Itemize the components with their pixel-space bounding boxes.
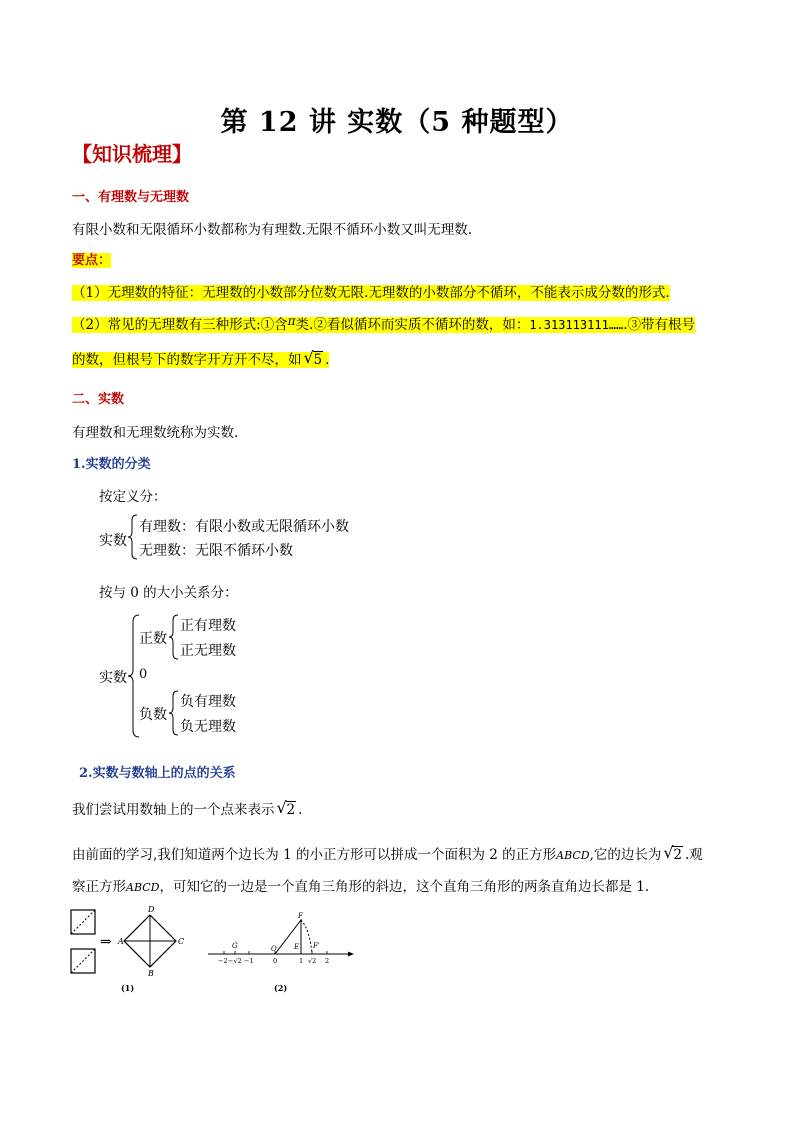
key-point-2-mid: 类.②看似循环而实质不循环的数，如：	[295, 317, 530, 333]
figure-2-label: (2)	[274, 983, 288, 993]
negative-label: 负数	[139, 707, 167, 723]
point-f: F	[298, 912, 303, 920]
brace-1	[128, 514, 138, 560]
try-text-post: .	[298, 802, 303, 818]
real-label-1: 实数	[99, 533, 127, 549]
number-line-arrowhead	[348, 952, 354, 957]
para-line1-pre: 由前面的学习,我们知道两个边长为 1 的小正方形可以拼成一个面积为 2 的正方形	[72, 847, 557, 863]
section-label: 【知识梳理】	[72, 142, 192, 166]
tick-label-minus2: −2	[218, 957, 228, 965]
key-point-1	[72, 281, 670, 301]
brace-positive	[169, 614, 179, 660]
positive-rational: 正有理数	[180, 618, 236, 634]
arrow-symbol: ⇒	[100, 934, 112, 950]
try-text-pre: 我们尝试用数轴上的一个点来表示	[72, 802, 275, 818]
arc-to-sqrt2	[301, 920, 312, 954]
paragraph-line-1	[72, 843, 703, 863]
key-point-2-pre: （2）常见的无理数有三种形式:①含	[72, 317, 288, 333]
point-f-prime: F'	[313, 942, 320, 950]
try-text	[72, 798, 302, 818]
pi-symbol: π	[287, 314, 296, 328]
zero-label: 0	[139, 667, 148, 682]
sqrt-2-b-radicand: 2	[673, 847, 682, 863]
key-point-2-line2	[72, 348, 329, 368]
small-square-top-diagonal	[71, 910, 95, 934]
figure-1-squares	[66, 905, 196, 995]
sqrt-5-radicand: 5	[313, 352, 323, 368]
heading-real-numbers: 二、实数	[72, 392, 125, 407]
square-abcd-2: ABCD	[126, 881, 160, 894]
sqrt-2-a-radicand: 2	[286, 802, 296, 818]
tick-label-0: 0	[273, 957, 278, 965]
para-line1-mid: ,它的边长为	[589, 847, 662, 863]
by-definition-label: 按定义分：	[99, 489, 167, 505]
figure-2-number-line	[204, 910, 358, 995]
definition-real: 有理数和无理数统称为实数.	[72, 425, 239, 441]
point-e: E	[294, 943, 300, 951]
tick-label-sqrt2: √2	[308, 957, 317, 965]
key-point-2-post: .③带有根号	[623, 317, 696, 333]
point-d: D	[148, 905, 155, 914]
heading-classification: 1.实数的分类	[72, 457, 151, 472]
point-a: A	[118, 937, 124, 946]
by-size-label: 按与 0 的大小关系分：	[99, 585, 238, 601]
square-abcd-1: ABCD	[556, 849, 590, 862]
para-line2-pre: 察正方形	[72, 879, 126, 895]
figure-1-label: (1)	[121, 983, 135, 993]
key-label-text: 要点：	[72, 253, 112, 268]
irrational-definition: 无理数：无限不循环小数	[139, 543, 293, 559]
point-g: G	[232, 942, 238, 950]
para-line1-post: .观	[685, 847, 703, 863]
tick-label-1: 1	[299, 957, 304, 965]
positive-irrational: 正无理数	[180, 643, 236, 659]
key-points-label	[72, 249, 111, 268]
page-title: 第 12 讲 实数（5 种题型）	[220, 107, 574, 138]
rational-definition: 有理数：有限小数或无限循环小数	[139, 519, 349, 535]
small-square-bottom-diagonal	[71, 949, 95, 973]
paragraph-line-2	[72, 875, 649, 895]
point-o: O	[271, 945, 277, 953]
sqrt-2-a: √ 2	[276, 798, 296, 818]
tick-label-minus1: −1	[244, 957, 254, 965]
definition-rational: 有限小数和无限循环小数都称为有理数.无限不循环小数又叫无理数.	[72, 222, 473, 238]
key-point-2-number: 1.313113111……	[529, 318, 624, 332]
tick-label-2: 2	[325, 957, 330, 965]
real-label-2: 实数	[99, 670, 127, 686]
sqrt-2-b: √ 2	[663, 843, 682, 863]
sqrt-5: √ 5	[303, 348, 323, 368]
para-line2-post: ，可知它的一边是一个直角三角形的斜边，这个直角三角形的两条直角边长都是 1.	[159, 879, 650, 895]
negative-rational: 负有理数	[180, 694, 236, 710]
point-b: B	[148, 969, 154, 978]
negative-irrational: 负无理数	[180, 719, 236, 735]
key-point-2	[72, 313, 695, 333]
heading-number-line: 2.实数与数轴上的点的关系	[79, 766, 236, 781]
key-point-1-text: （1）无理数的特征：无理数的小数部分位数无限.无理数的小数部分不循环，不能表示成分数的形式.	[72, 285, 670, 301]
tick-label-minus-sqrt2: −√2	[228, 957, 242, 965]
heading-rational-irrational: 一、有理数与无理数	[72, 190, 190, 205]
key-point-2-line2-pre: 的数，但根号下的数字开方开不尽，如	[72, 352, 302, 368]
positive-label: 正数	[139, 631, 167, 647]
key-point-2-line2-post: .	[325, 352, 330, 368]
point-c: C	[178, 937, 185, 946]
brace-negative	[169, 690, 179, 736]
